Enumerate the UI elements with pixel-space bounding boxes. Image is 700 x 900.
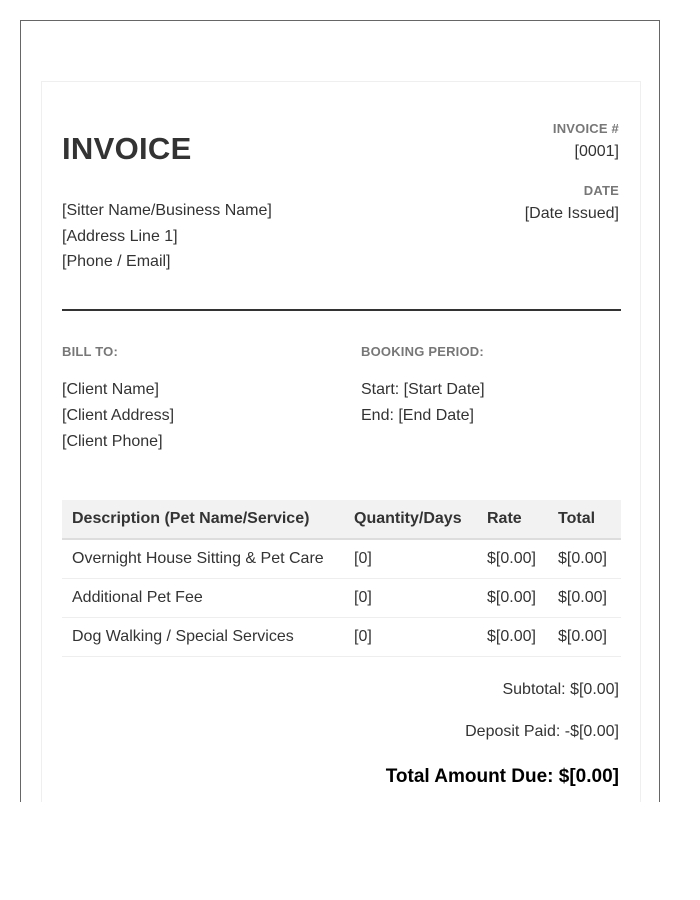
client-address: [Client Address]	[62, 407, 175, 424]
booking-period-label: BOOKING PERIOD:	[361, 344, 484, 359]
row-rate: $[0.00]	[477, 579, 548, 618]
booking-end: End: [End Date]	[361, 407, 474, 424]
invoice-number-label: INVOICE #	[552, 121, 619, 136]
row-quantity: [0]	[344, 539, 477, 579]
row-quantity: [0]	[344, 618, 477, 657]
header-rate: Rate	[477, 500, 548, 539]
table-row	[62, 579, 621, 618]
invoice-date-value: [Date Issued]	[524, 205, 619, 222]
row-total: $[0.00]	[548, 579, 621, 618]
invoice-title: INVOICE	[62, 131, 192, 166]
invoice-date-label: DATE	[583, 183, 619, 198]
row-description: Additional Pet Fee	[62, 579, 344, 618]
row-total: $[0.00]	[548, 539, 621, 579]
row-rate: $[0.00]	[477, 539, 548, 579]
client-name: [Client Name]	[62, 381, 159, 398]
booking-period-details	[361, 377, 485, 429]
row-rate: $[0.00]	[477, 618, 548, 657]
deposit-paid: Deposit Paid: -$[0.00]	[465, 723, 619, 740]
header-description: Description (Pet Name/Service)	[62, 500, 344, 539]
header-divider	[62, 309, 621, 311]
table-header-row	[62, 500, 621, 539]
sitter-info	[62, 198, 272, 275]
bill-to-details	[62, 377, 174, 455]
document-frame	[20, 20, 660, 802]
sitter-contact: [Phone / Email]	[62, 253, 171, 270]
row-description: Overnight House Sitting & Pet Care	[62, 539, 344, 579]
row-description: Dog Walking / Special Services	[62, 618, 344, 657]
table-row	[62, 539, 621, 579]
booking-start: Start: [Start Date]	[361, 381, 485, 398]
row-total: $[0.00]	[548, 618, 621, 657]
line-items-table	[62, 500, 621, 657]
client-phone: [Client Phone]	[62, 433, 163, 450]
row-quantity: [0]	[344, 579, 477, 618]
sitter-name: [Sitter Name/Business Name]	[62, 202, 272, 219]
header-quantity: Quantity/Days	[344, 500, 477, 539]
invoice-number-value: [0001]	[574, 143, 619, 160]
invoice-date-block	[525, 183, 619, 223]
sitter-address: [Address Line 1]	[62, 227, 178, 245]
invoice-number-block	[553, 121, 619, 161]
header-total: Total	[548, 500, 621, 539]
total-amount-due: Total Amount Due: $[0.00]	[385, 766, 619, 787]
subtotal: Subtotal: $[0.00]	[502, 681, 619, 698]
bill-to-label: BILL TO:	[62, 344, 119, 359]
table-row	[62, 618, 621, 657]
